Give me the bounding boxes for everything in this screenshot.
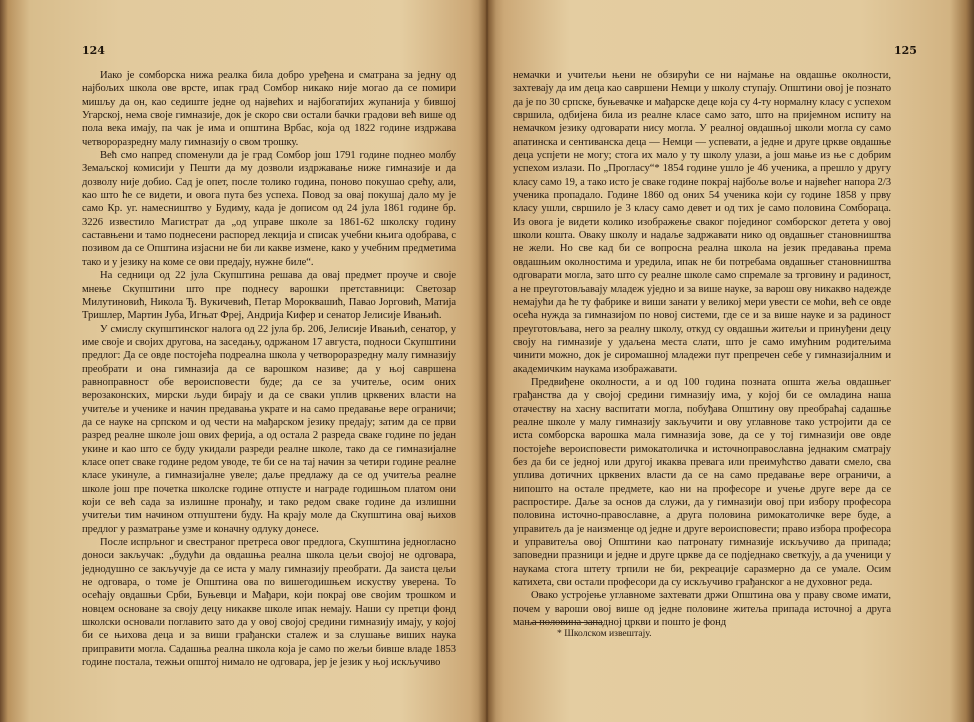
right-page <box>487 0 974 722</box>
page-number-left: 124 <box>82 44 105 57</box>
paragraph: немачки и учитељи њени не обзирући се ни најмање на овдашње околности, захтевају да им деца као савршени Немци у школу ступају. Општини овој је познато да је по 30 српске, буњевачке и мађарске деце која су 4-ту нормалну класу с успехом свршила, одбијена била из реалне класе само зато, што на пријемном испиту на немачком језику одговарати нису могла. У реалној овдашњој школи могла су само апатинска и сентиванска деца — Немци — успевати, а једне и друге цркве овдашње деца успјети не могу; стога их мало у ту школу улази, а још мање из ње с добрим успехом излази. По „Прогласу“* 1854 године ушло је 46 ученика, а прешло у другу класу само 19, а тако исто је сваке године покрај најбоље воље и највећег напора 2/3 ученика пропадало. Године 1860 од оних 54 ученика који су године 1858 у прву класу ушли, свршило је 3 класу само девет и од тих је само половина Сомбораца. Из овога је видети колико изображење сваког појединог сомборског детета у овој школи кошта. Оваку школу и надаље задржавати нико од овдашњег становништва не жели. Но све кад би се вопросна реална школа на језик предавања према овдашњим околностима и уредила, ипак не би потребама овдашњег становништва одговарати могла, зато што су реалне школе само спремале за трговину и радиност, а не преуготовљавају младеж уједно и за више науке, за варош ову никакво надежде немајући да ће ту фабрике и виши занати у великој мери увести се моћи, већ се овде осећа нужда за гимназијом по новој системи, где се и за више науке и за радиност преуготовљава, него за реалну школу, откуд су овдашњи житељи и принуђени децу своју на гимназије у удаљена места слати, што је само имућним родитељима чинити можно, док је сиромашној младежи пут препречен себе у гимназијалним и академичким наукама изображавати. <box>513 70 891 375</box>
left-page-body <box>82 69 456 669</box>
paragraph: После испрљног и свестраног претреса овог предлога, Скупштина једногласно доноси закључак: „будући да овдашња реална школа цељи својој не одговара, једнодушно се закључује да се иста у малу гимназију преобрати. Да заиста цељи не одговара, о томе је Општина ова по вишегодишњем искуству уверена. То осећају овдашњи Срби, Буњевци и Мађари, који покрај ове својим трошком и новцем основане за своју децу никакве школе ипак немају. Наши су претци фонд школски основали поглавито зато да у овој својој средини гимназију имају, у којој би се њихова деца и за виши грађански сталеж и за слушање виших наука приправити могла. Садашња реална школа која је само по жељи бивше владе 1853 године постала, тежњи општој нимало не одговара, јер је језик у њој искључиво <box>82 537 456 669</box>
paragraph: Већ смо напред споменули да је град Сомбор још 1791 године поднео молбу Земаљској комисији у Пешти да му дозволи издржавање ниже гимназије и да дозволу није добио. Сад је опет, после толико година, поново покушао срећу, али, као што ће се видети, и овога пута без успеха. Повод за овај покушај дало му је само Кр. уг. намесништво у Будиму, када је дописом од 24 јула 1861 године бр. 3226 известило Магистрат да „од управе школе за 1861-62 школску годину саставњени и тамо поднесени распоред лекција и списак учебни књига одобрава, с позивом да се Општина изјасни не би ли какве измене, како у учебним предметима тако и у језику на коме се ови предају, нужне биле“. <box>82 150 456 268</box>
footnote: * Школском извештају. <box>557 628 652 639</box>
paragraph: Овако устројење углавноме захтевати држи Општина ова у праву своме имати, почем у вароши овој више од једне половине житеља припада источној а друга мања половина западној цркви и пошто је фонд <box>513 590 891 629</box>
paragraph: Иако је сомборска нижа реалка била добро уређена и сматрана за једну од најбољих школа ове врсте, ипак град Сомбор никако није могао да се помири мишљу да он, као седиште једне од највећих и најбогатијих жупанија у бившој Угарској, нема своје гимназије, док је скоро сви остали бачки градови већ више од пола века имају, па чак је има и општина Врбас, која од 1822 године издржава четвороразредну малу гимназију о свом трошку. <box>82 70 456 148</box>
footnote-divider <box>531 622 603 623</box>
right-page-body <box>513 69 891 629</box>
paragraph: У смислу скупштинског налога од 22 јула бр. 206, Јелисије Ивањић, сенатор, у име своје и својих другова, на заседању, одржаном 17 августа, подноси Скупштини предлог: Да се овде постојећа подреална школа у четвороразредну малу гимназију преобрати и она гимназија да се варошком називе; да у њој савршена равноправност обе вероисповести буде; да се за учитеље, осим оних верозаконских, мирски људи бирају и да се сваки уплив црквених власти на учитеље и ученике и начин предавања украте и на само предавање вере ограничи; да се науке на српском и од чести на мађарском језику предају; затим да се први разред реалне школе још ових ферија, а од остала 2 разреда сваке године по један укине и као што се буду укидали разреди реалне школе, тако да се гимназијалне класе опет сваке године редом уводе, те би се на тај начин за четири године реалне класе укинуле, а гимназијалне увеле; даље предлажу да се од учитеља реалне школе још пре почетка школске године отпусте и награде годишњом платом они који се већ сада за излишне пронађу, и тако редом сваке године да излишни учитељи тим начином отпуштени буду. На крају моле да Скупштина овај њихов предлог у разматрање узме и коначну одлуку донесе. <box>82 323 456 535</box>
paragraph: Предвиђене околности, а и од 100 година позната општа жеља овдашњег грађанства да у својој средини гимназију има, у којој би се омладина наша отачеству на хасну васпитати могла, побуђава Општину ову преобраћај садашње реалне школе у малу гимназију закључити и ову углавнове тако устројити да се иста сомборска варошка мала гимназија зове, да се у тој гимназији ове овде постојеће вероисповести римокатоличка и источноправославна једнаким сматрају без да би се једној или другој икаква превага или преимућство давати смело, сва уплива дотичних црквених власти да се на само предавање вере ограничи, а нипошто на остале предмете, као ни на професоре и учење друге вере да се распростире. Даље за основ да служи, да у гимназији овој при избору професора половина источно-православне, а друга половина римокатоличке вере буде, а управитељ да је наизменце од једне и друге вероисповести; право избора професора и управитеља овој Општини као патронату гимназије искључиво да припада; заповедни празници и једне и друге цркве да се подједнако светкују, а да ученици у наукама стога штету трпили не би, рекреације саразмерно да се умале. Осим катихета, сви остали професори да су искључиво грађанског а не духовног реда. <box>513 376 891 589</box>
paragraph: На седници од 22 јула Скупштина решава да овај предмет проуче и своје мнење Скупштини што пре поднесу варошки претставници: Светозар Милутиновић, Никола Ђ. Вукичевић, Петар Мороквашић, Павао Јорговић, Матија Тришлер, Мартин Јуба, Игњат Фреј, Андрија Кифер и сенатор Јелисије Ивањић. <box>82 270 456 322</box>
page-number-right: 125 <box>894 44 917 57</box>
